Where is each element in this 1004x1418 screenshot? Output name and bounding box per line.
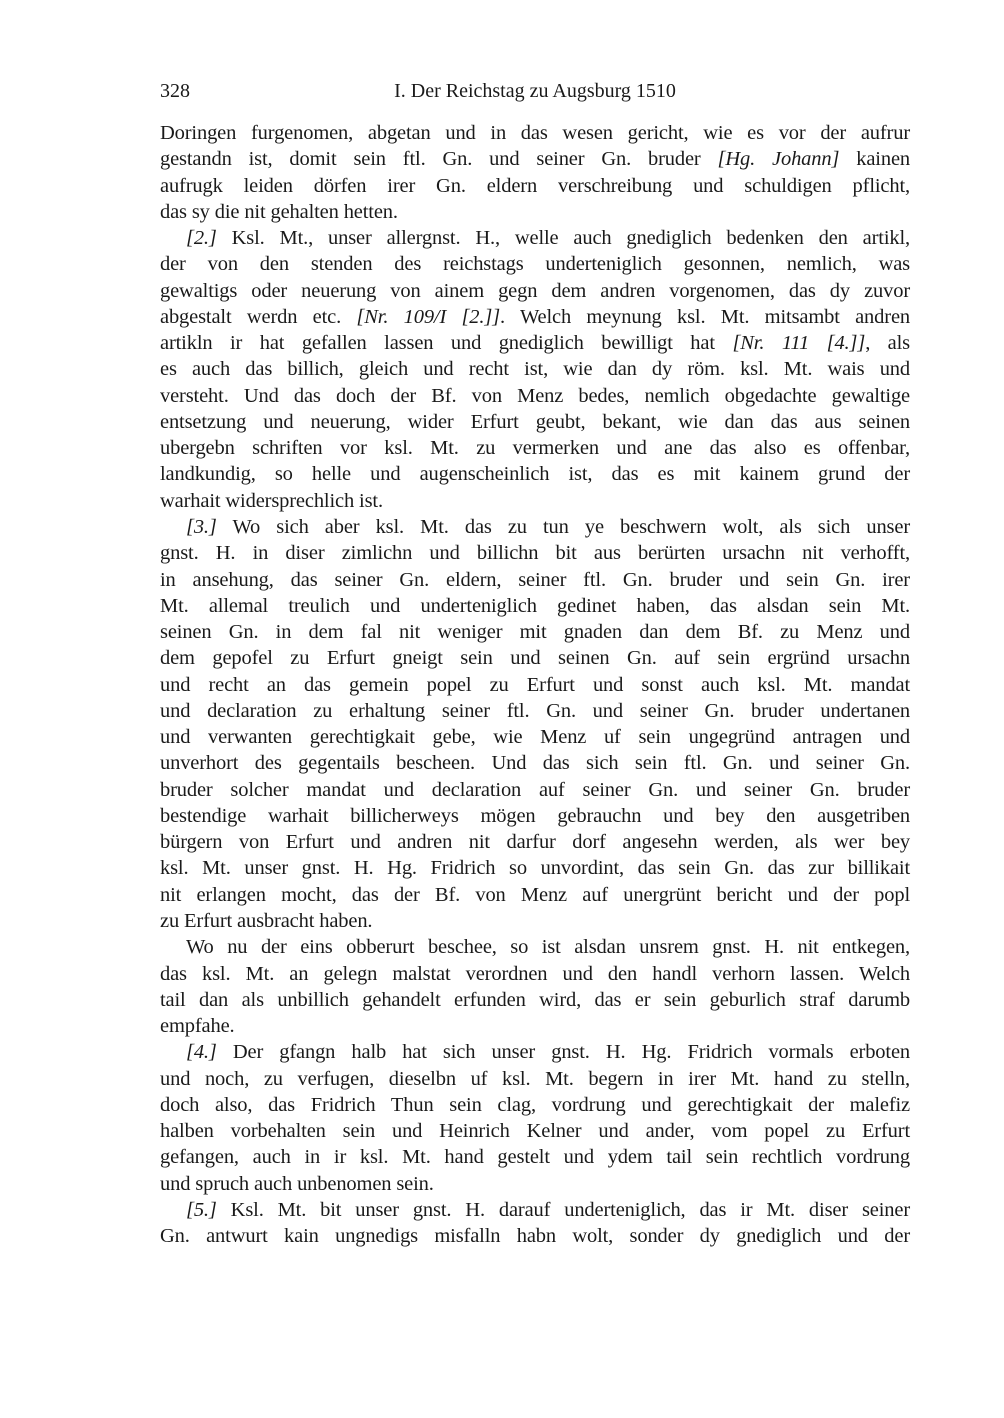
text-segment: gewaltigs oder neuerung von ainem gegn dem andren vorgenomen, das dy zuvor xyxy=(160,279,910,302)
text-segment: halben vorbehalten sein und Heinrich Kelner und ander, vom popel zu Erfurt xyxy=(160,1120,910,1143)
text-line xyxy=(160,540,910,566)
text-line xyxy=(160,961,910,987)
editorial-reference: [5.] xyxy=(186,1198,217,1221)
text-line xyxy=(160,934,910,960)
text-segment: gnst. H. in diser zimlichn und billichn bit aus berürten ursachn nit verhofft, xyxy=(160,542,910,565)
text-line xyxy=(160,461,910,487)
text-line xyxy=(160,409,910,435)
text-line xyxy=(160,987,910,1013)
page-number: 328 xyxy=(160,80,190,102)
text-segment: bürgern von Erfurt und andren nit darfur dorf angesehn werden, als wer bey xyxy=(160,831,910,854)
text-line xyxy=(160,514,910,540)
text-segment: doch also, das Fridrich Thun sein clag, vordrung und gerechtigkait der malefiz xyxy=(160,1093,910,1116)
text-segment: in ansehung, das seiner Gn. eldern, seiner ftl. Gn. bruder und sein Gn. irer xyxy=(160,568,910,591)
text-segment: Ksl. Mt., unser allergnst. H., welle auch gnediglich bedenken den artikl, xyxy=(216,227,910,250)
text-line xyxy=(160,908,910,934)
text-line xyxy=(160,724,910,750)
text-line xyxy=(160,1197,910,1223)
text-segment: und spruch auch unbenomen sein. xyxy=(160,1172,434,1195)
text-segment: zu Erfurt ausbracht haben. xyxy=(160,909,373,932)
editorial-reference: [3.] xyxy=(186,515,217,538)
text-line xyxy=(160,1118,910,1144)
text-segment: aufrugk leiden dörfen irer Gn. eldern verschreibung und schuldigen pflicht, xyxy=(160,174,910,197)
text-segment: empfahe. xyxy=(160,1015,235,1038)
text-segment: Mt. allemal treulich und underteniglich gedinet haben, das alsdan sein Mt. xyxy=(160,594,910,617)
text-line xyxy=(160,1144,910,1170)
text-line xyxy=(160,645,910,671)
text-segment: unverhort des gegentails bescheen. Und das sich sein ftl. Gn. und seiner Gn. xyxy=(160,752,910,775)
text-segment: und declaration zu erhaltung seiner ftl. Gn. und seiner Gn. bruder undertanen xyxy=(160,699,910,722)
text-line xyxy=(160,1223,910,1249)
text-line xyxy=(160,278,910,304)
text-line xyxy=(160,1171,910,1197)
text-segment: und noch, zu verfugen, dieselbn uf ksl. Mt. begern in irer Mt. hand zu stelln, xyxy=(160,1067,910,1090)
text-line xyxy=(160,855,910,881)
text-line xyxy=(160,173,910,199)
text-line xyxy=(160,120,910,146)
text-segment: dem gepofel zu Erfurt gneigt sein und seinen Gn. auf sein ergründ ursachn xyxy=(160,647,910,670)
text-segment: ubergebn schriften vor ksl. Mt. zu vermerken und ane das also es offenbar, xyxy=(160,437,910,460)
text-segment: kainen xyxy=(839,148,911,171)
paragraph xyxy=(160,1039,910,1197)
text-segment: bestendige warhait billicherweys mögen gebrauchn und bey den ausgetriben xyxy=(160,804,910,827)
text-segment: tail dan als unbillich gehandelt erfunden wird, das er sein geburlich straf darumb xyxy=(160,988,910,1011)
text-segment: der von den stenden des reichstags underteniglich gesonnen, nemlich, was xyxy=(160,253,910,276)
text-segment: . Welch meynung ksl. Mt. mitsambt andren xyxy=(500,305,910,328)
text-segment: es auch das billich, gleich und recht ist, wie dan dy röm. ksl. Mt. wais und xyxy=(160,358,910,381)
text-line xyxy=(160,803,910,829)
text-segment: , als xyxy=(865,332,911,355)
text-line xyxy=(160,619,910,645)
text-segment: Wo nu der eins obberurt beschee, so ist alsdan unsrem gnst. H. nit entkegen, xyxy=(186,936,910,959)
paragraph xyxy=(160,514,910,934)
text-segment: nit erlangen mocht, das der Bf. von Menz auf unergrünt bericht und der popl xyxy=(160,883,910,906)
text-line xyxy=(160,225,910,251)
text-segment: und verwanten gerechtigkait gebe, wie Menz uf sein ungegründ antragen und xyxy=(160,726,910,749)
paragraph xyxy=(160,120,910,225)
text-line xyxy=(160,777,910,803)
text-segment: ksl. Mt. unser gnst. H. Hg. Fridrich so unvordint, das sein Gn. das zur billikait xyxy=(160,857,910,880)
text-line xyxy=(160,1039,910,1065)
text-line xyxy=(160,1013,910,1039)
text-segment: entsetzung und neuerung, wider Erfurt geubt, bekant, wie dan das aus seinen xyxy=(160,410,910,433)
text-segment: Ksl. Mt. bit unser gnst. H. darauf underteniglich, das ir Mt. diser seiner xyxy=(216,1198,910,1221)
text-line xyxy=(160,356,910,382)
text-segment: gefangen, auch in ir ksl. Mt. hand gestelt und ydem tail sein rechtlich vordrung xyxy=(160,1146,910,1169)
editorial-reference: [Nr. 109/I [2.]] xyxy=(356,305,501,328)
editorial-reference: [2.] xyxy=(186,227,217,250)
text-line xyxy=(160,1092,910,1118)
text-segment: das sy die nit gehalten hetten. xyxy=(160,200,398,223)
text-line xyxy=(160,593,910,619)
text-segment: Doringen furgenomen, abgetan und in das wesen gericht, wie es vor der aufrur xyxy=(160,122,910,144)
text-line xyxy=(160,488,910,514)
running-head xyxy=(160,80,910,108)
paragraph xyxy=(160,225,910,514)
paragraph xyxy=(160,1197,910,1250)
text-line xyxy=(160,672,910,698)
text-segment: und recht an das gemein popel zu Erfurt und sonst auch ksl. Mt. mandat xyxy=(160,673,910,696)
text-segment: landkundig, so helle und augenscheinlich ist, das es mit kainem grund der xyxy=(160,463,910,486)
text-segment: Der gfangn halb hat sich unser gnst. H. Hg. Fridrich vormals erboten xyxy=(216,1041,910,1064)
text-line xyxy=(160,829,910,855)
editorial-reference: [Hg. Johann] xyxy=(717,148,840,171)
text-line xyxy=(160,567,910,593)
text-line xyxy=(160,199,910,225)
text-segment: warhait widersprechlich ist. xyxy=(160,489,383,512)
text-segment: versteht. Und das doch der Bf. von Menz bedes, nemlich obgedachte gewaltige xyxy=(160,384,910,407)
text-segment: seinen Gn. in dem fal nit weniger mit gnaden dan dem Bf. zu Menz und xyxy=(160,621,910,644)
text-segment: das ksl. Mt. an gelegn malstat verordnen und den handl verhorn lassen. Welch xyxy=(160,962,910,985)
text-line xyxy=(160,304,910,330)
text-line xyxy=(160,750,910,776)
text-segment: Gn. antwurt kain ungnedigs misfalln habn wolt, sonder dy gnediglich und der xyxy=(160,1225,910,1248)
editorial-reference: [Nr. 111 [4.]] xyxy=(732,332,866,355)
text-line xyxy=(160,330,910,356)
body-text xyxy=(160,120,910,1249)
text-segment: gestandn ist, domit sein ftl. Gn. und seiner Gn. bruder xyxy=(160,148,718,171)
text-line xyxy=(160,882,910,908)
text-line xyxy=(160,251,910,277)
text-line xyxy=(160,146,910,172)
text-segment: Wo sich aber ksl. Mt. das zu tun ye beschwern wolt, als sich unser xyxy=(216,515,910,538)
paragraph xyxy=(160,934,910,1039)
text-line xyxy=(160,383,910,409)
editorial-reference: [4.] xyxy=(186,1041,217,1064)
text-line xyxy=(160,698,910,724)
text-segment: abgestalt werdn etc. xyxy=(160,305,357,328)
text-segment: bruder solcher mandat und declaration auf seiner Gn. und seiner Gn. bruder xyxy=(160,778,910,801)
text-segment: artikln ir hat gefallen lassen und gnediglich bewilligt hat xyxy=(160,332,733,355)
running-title: I. Der Reichstag zu Augsburg 1510 xyxy=(394,80,676,102)
text-line xyxy=(160,435,910,461)
text-line xyxy=(160,1066,910,1092)
